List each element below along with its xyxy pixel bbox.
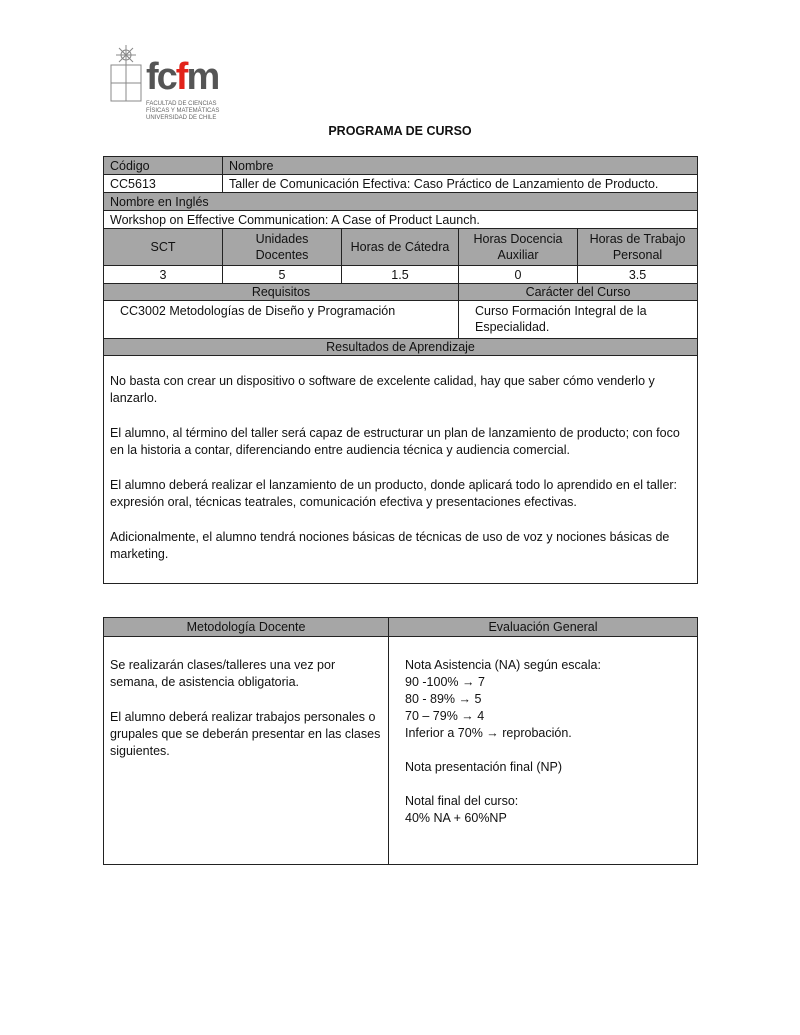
method-paragraph: El alumno deberá realizar trabajos personales o grupales que se deberán presentar en las clases siguientes. bbox=[110, 710, 381, 758]
course-name: Taller de Comunicación Efectiva: Caso Práctico de Lanzamiento de Producto. bbox=[223, 175, 698, 193]
name-label: Nombre bbox=[223, 157, 698, 175]
results-body bbox=[104, 356, 698, 584]
page-title: PROGRAMA DE CURSO bbox=[328, 124, 472, 138]
eval-body bbox=[389, 637, 698, 865]
course-code: CC5613 bbox=[104, 175, 223, 193]
eval-line: 90 -100% → 7 bbox=[405, 675, 485, 689]
logo-text: fcfm bbox=[146, 56, 219, 98]
course-table bbox=[103, 156, 698, 584]
code-label: Código bbox=[104, 157, 223, 175]
hours-value: 3 bbox=[104, 266, 223, 284]
hours-value: 0 bbox=[459, 266, 578, 284]
requirements-label: Requisitos bbox=[104, 284, 459, 301]
eval-line: Nota presentación final (NP) bbox=[405, 760, 563, 774]
results-paragraph: El alumno, al término del taller será capaz de estructurar un plan de lanzamiento de producto; con foco en la historia a contar, diferenciando entre audiencia técnica y audiencia comercial. bbox=[110, 426, 680, 457]
method-label: Metodología Docente bbox=[104, 618, 389, 637]
hours-value: 5 bbox=[223, 266, 342, 284]
hours-value: 1.5 bbox=[342, 266, 459, 284]
results-label: Resultados de Aprendizaje bbox=[104, 339, 698, 356]
eval-line: Inferior a 70% → reprobación. bbox=[405, 726, 572, 740]
eval-label: Evaluación General bbox=[389, 618, 698, 637]
eval-line: Nota Asistencia (NA) según escala: bbox=[405, 658, 601, 672]
method-eval-table bbox=[103, 617, 698, 865]
hours-header: SCT bbox=[104, 229, 223, 266]
eval-line: 40% NA + 60%NP bbox=[405, 811, 507, 825]
logo bbox=[108, 45, 233, 125]
character-label: Carácter del Curso bbox=[459, 284, 698, 301]
eval-line: 80 - 89% → 5 bbox=[405, 692, 482, 706]
logo-subtitle: FACULTAD DE CIENCIAS FÍSICAS Y MATEMÁTICAS UNIVERSIDAD DE CHILE bbox=[146, 101, 220, 121]
method-body bbox=[104, 637, 389, 865]
university-seal-icon bbox=[108, 45, 144, 105]
hours-header: Horas de Cátedra bbox=[342, 229, 459, 266]
results-paragraph: No basta con crear un dispositivo o software de excelente calidad, hay que saber cómo venderlo y lanzarlo. bbox=[110, 374, 655, 405]
english-label: Nombre en Inglés bbox=[104, 193, 698, 211]
hours-header: Horas Docencia Auxiliar bbox=[459, 229, 578, 266]
character-value: Curso Formación Integral de la Especialidad. bbox=[459, 301, 698, 339]
hours-header: Unidades Docentes bbox=[223, 229, 342, 266]
hours-value: 3.5 bbox=[578, 266, 698, 284]
requirements-value: CC3002 Metodologías de Diseño y Programación bbox=[104, 301, 459, 339]
method-paragraph: Se realizarán clases/talleres una vez por semana, de asistencia obligatoria. bbox=[110, 658, 336, 689]
eval-line: 70 – 79% → 4 bbox=[405, 709, 485, 723]
results-paragraph: El alumno deberá realizar el lanzamiento de un producto, donde aplicará todo lo aprendido en el taller: expresión oral, técnicas teatrales, comunicación efectiva y presentaciones efectivas. bbox=[110, 478, 678, 509]
english-name: Workshop on Effective Communication: A Case of Product Launch. bbox=[104, 211, 698, 229]
results-paragraph: Adicionalmente, el alumno tendrá nociones básicas de técnicas de uso de voz y nociones básicas de marketing. bbox=[110, 530, 670, 561]
eval-line: Notal final del curso: bbox=[405, 794, 519, 808]
hours-header: Horas de Trabajo Personal bbox=[578, 229, 698, 266]
